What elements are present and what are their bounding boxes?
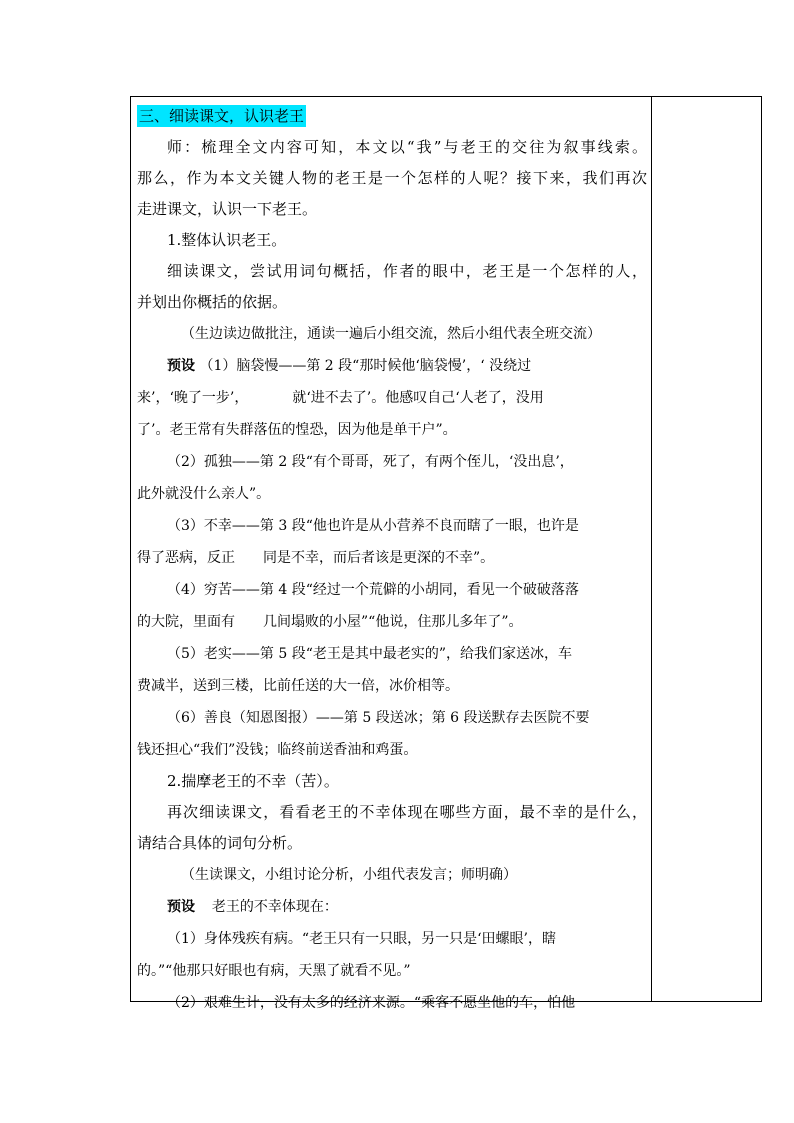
- preset-item-1: [137, 350, 647, 382]
- intro-line: 走进课文，认识一下老王。: [137, 200, 318, 218]
- preset-item-2: （2）孤独——第 2 段“有个哥哥，死了，有两个侄儿，‘没出息’，: [167, 454, 574, 470]
- preset-item-6: （6）善良（知恩图报）——第 5 段送冰；第 6 段送默存去医院不要: [167, 710, 590, 726]
- preset-item-5-line: 费减半，送到三楼，比前任送的大一倍，冰价相等。: [137, 678, 459, 694]
- part2-title: 2.揣摩老王的不幸（苦）。: [167, 772, 339, 790]
- preset-text: 来’，‘晚了一步’，: [137, 390, 249, 406]
- part2-item-2: （2）艰难生计，没有太多的经济来源。“乘客不愿坐他的车，怕他: [167, 995, 576, 1011]
- preset-text: 几间塌败的小屋”“他说，住那儿多年了”。: [263, 614, 523, 630]
- section-title: 三、细读课文，认识老王: [139, 107, 305, 125]
- part2-task-line: 再次细读课文，看看老王的不幸体现在哪些方面，最不幸的是什么，: [167, 803, 647, 821]
- preset-item-5: （5）老实——第 5 段“老王是其中最老实的”，给我们家送冰，车: [167, 646, 573, 662]
- preset-item-2-line: 此外就没什么亲人”。: [137, 486, 271, 502]
- preset-item-4-line: [137, 606, 647, 638]
- column-divider: [651, 97, 652, 1001]
- preset-item-6-line: 钱还担心“我们”没钱；临终前送香油和鸡蛋。: [137, 742, 418, 758]
- preset-item-3: （3）不幸——第 3 段“他也许是从小营养不良而瞎了一眼，也许是: [167, 518, 579, 534]
- part2-preset: [137, 891, 647, 923]
- preset-item-1-line: 了’。老王常有失群落伍的惶恐，因为他是单干户”。: [137, 422, 457, 438]
- preset-text: 就‘进不去了’。他感叹自己‘人老了，没用: [292, 390, 544, 406]
- part1-activity-note: （生边读边做批注，通读一遍后小组交流，然后小组代表全班交流）: [181, 326, 601, 342]
- part1-task-line: 细读课文，尝试用词句概括，作者的眼中，老王是一个怎样的人，: [167, 262, 647, 280]
- lesson-content-cell: [137, 101, 647, 1019]
- part1-title: 1.整体认识老王。: [167, 231, 287, 249]
- part2-task-line: 请结合具体的词句分析。: [137, 834, 303, 852]
- intro-line: 师：梳理全文内容可知，本文以“我”与老王的交往为叙事线索。: [167, 138, 647, 156]
- preset-label: 预设: [167, 358, 195, 374]
- preset-text: 得了恶病，反正: [137, 550, 235, 566]
- section-heading-row: [137, 101, 647, 132]
- preset-text: 老王的不幸体现在：: [211, 899, 338, 915]
- preset-label: 预设: [167, 899, 195, 915]
- preset-text: 的大院，里面有: [137, 614, 235, 630]
- preset-item-1-line: [137, 382, 647, 414]
- lesson-table: [130, 96, 762, 1011]
- intro-line: 那么，作为本文关键人物的老王是一个怎样的人呢？接下来，我们再次: [137, 169, 647, 187]
- part2-item-1-line: 的。”“他那只好眼也有病，天黑了就看不见。”: [137, 963, 411, 979]
- part2-item-1: （1）身体残疾有病。“老王只有一只眼，另一只是‘田螺眼’，瞎: [167, 931, 556, 947]
- preset-text: 同是不幸，而后者该是更深的不幸”。: [263, 550, 495, 566]
- part2-activity-note: （生读课文，小组讨论分析，小组代表发言；师明确）: [181, 867, 517, 883]
- preset-item-3-line: [137, 542, 647, 574]
- part1-task-line: 并划出你概括的依据。: [137, 293, 288, 311]
- preset-text: （1）脑袋慢——第 2 段“那时候他‘脑袋慢’，‘ 没绕过: [199, 358, 532, 374]
- preset-item-4: （4）穷苦——第 4 段“经过一个荒僻的小胡同，看见一个破破落落: [167, 582, 579, 598]
